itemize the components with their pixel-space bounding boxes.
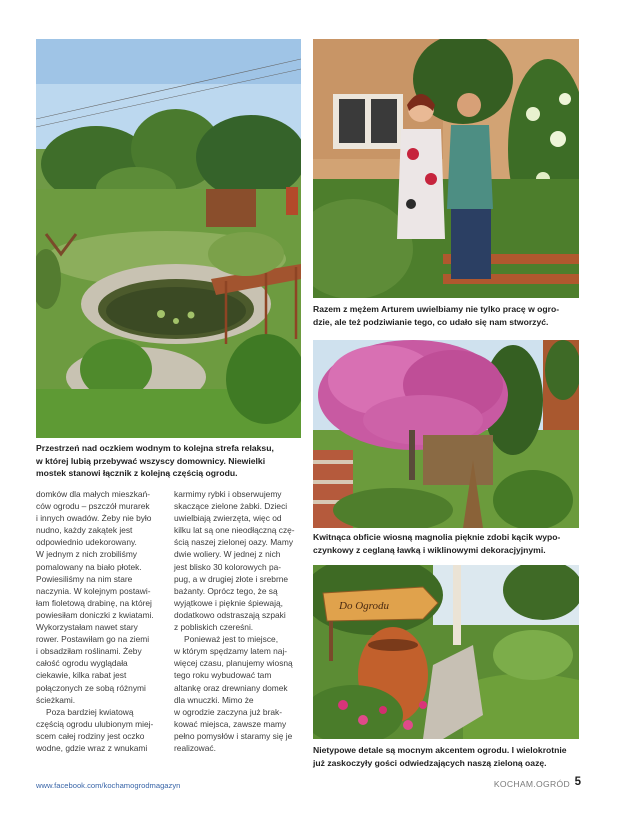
- article-line: bażanty. Oprócz tego, że są: [174, 585, 278, 596]
- article-line: Poza bardziej kwiatową: [46, 706, 134, 717]
- article-line: pomalowany na biało płotek.: [36, 561, 142, 572]
- details-caption: [313, 744, 567, 769]
- article-line: dla wnuczki. Mimo że: [174, 694, 254, 705]
- article-line: częścią ogrodu ulubionym miej-: [36, 718, 154, 729]
- pond-photo: [36, 39, 301, 438]
- article-line: odpowiednio udekorowany.: [36, 537, 137, 548]
- article-column-2: [174, 488, 295, 754]
- couple-photo: [313, 39, 579, 298]
- article-line: ścią naszej zielonej oazy. Mamy: [174, 537, 294, 548]
- article-line: ścieżkami.: [36, 694, 76, 705]
- article-line: kilku lat są one nieodłączną czę-: [174, 525, 295, 536]
- article-line: dodatkowo odstraszają szpaki: [174, 609, 286, 620]
- facebook-link[interactable]: www.facebook.com/kochamogrodmagazyn: [36, 781, 181, 790]
- caption-line: czynkowy z ceglaną ławką i wiklinowymi dekoracjyjnymi.: [313, 544, 546, 555]
- article-line: realizować.: [174, 742, 216, 753]
- magnolia-caption: [313, 531, 560, 556]
- garden-sign-photo: [313, 565, 579, 739]
- page-number: 5: [574, 776, 581, 788]
- article-line: i obsadziłam roślinami. Żeby: [36, 646, 142, 657]
- article-line: w ogrodzie zaczyna już brak-: [174, 706, 282, 717]
- article-line: Wykorzystałam nawet stary: [36, 622, 138, 633]
- sign-text: Do Ogrodu: [339, 600, 390, 612]
- magazine-name: KOCHAM.OGRÓD: [493, 779, 570, 789]
- article-line: w którym spędzamy latem naj-: [174, 646, 288, 657]
- caption-line: dzie, ale też podziwianie tego, co udało się nam stworzyć.: [313, 316, 549, 327]
- article-line: W jednym z nich zrobiliśmy: [36, 549, 137, 560]
- article-line: skaczące zielone żabki. Dzieci: [174, 501, 288, 512]
- article-line: Ponieważ jest to miejsce,: [184, 634, 279, 645]
- article-line: ców ogrodu – pszczół murarek: [36, 501, 150, 512]
- article-line: nudno, każdy zakątek jest: [36, 525, 133, 536]
- article-line: połączonych ze sobą różnymi: [36, 682, 146, 693]
- article-line: tego roku wybudować tam: [174, 670, 272, 681]
- caption-line: już zaskoczyły gości odwiedzających naszą zieloną oazę.: [313, 757, 547, 768]
- article-line: uwielbiają zwierzęta, więc od: [174, 513, 282, 524]
- article-line: jest blisko 30 kolorowych pa-: [174, 561, 282, 572]
- caption-line: Razem z mężem Arturem uwielbiamy nie tylko pracę w ogro-: [313, 304, 560, 314]
- couple-caption: [313, 303, 559, 328]
- article-line: domków dla małych mieszkań-: [36, 489, 151, 499]
- caption-line: mostek stanowi łącznik z kolejną częścią ogrodu.: [36, 468, 238, 479]
- caption-line: w której lubią przebywać wszyscy domownicy. Niewielki: [36, 455, 266, 466]
- article-line: wyjątkowe i pięknie śpiewają,: [174, 597, 283, 608]
- article-line: pełno pomysłów i staramy się je: [174, 730, 293, 741]
- article-line: naczynia. W kolejnym postawi-: [36, 585, 151, 596]
- article-line: i innych owadów. Żeby nie było: [36, 513, 152, 524]
- article-line: dwie woliery. W jednej z nich: [174, 549, 281, 560]
- caption-line: Kwitnąca obficie wiosną magnolia pięknie zdobi kącik wypo-: [313, 532, 561, 542]
- article-line: rower. Postawiłam go na ziemi: [36, 634, 150, 645]
- article-line: pug, a w drugiej złote i srebrne: [174, 573, 289, 584]
- pond-caption: [36, 442, 274, 480]
- article-line: więcej czasu, planujemy wiosną: [174, 658, 293, 669]
- article-column-1: [36, 488, 154, 754]
- article-line: powiesiłam doniczki z kwiatami.: [36, 609, 154, 620]
- article-line: całość ogrodu wyglądała: [36, 658, 128, 669]
- magnolia-photo: [313, 340, 579, 528]
- article-line: Powiesiliśmy na nim stare: [36, 573, 133, 584]
- article-line: łam fioletową drabinę, na której: [36, 597, 152, 608]
- article-line: scem całej rodziny jest oczko: [36, 730, 145, 741]
- article-line: karmimy rybki i obserwujemy: [174, 489, 282, 499]
- article-line: kować miejsca, zawsze mamy: [174, 718, 287, 729]
- article-line: altankę oraz drewniany domek: [174, 682, 288, 693]
- caption-line: Nietypowe detale są mocnym akcentem ogrodu. I wielokrotnie: [313, 745, 567, 755]
- article-line: z pobliskich czereśni.: [174, 622, 254, 633]
- caption-line: Przestrzeń nad oczkiem wodnym to kolejna strefa relaksu,: [36, 443, 274, 453]
- article-line: wodne, gdzie wraz z wnukami: [36, 742, 148, 753]
- article-line: ciekawie, kilka rabat jest: [36, 670, 127, 681]
